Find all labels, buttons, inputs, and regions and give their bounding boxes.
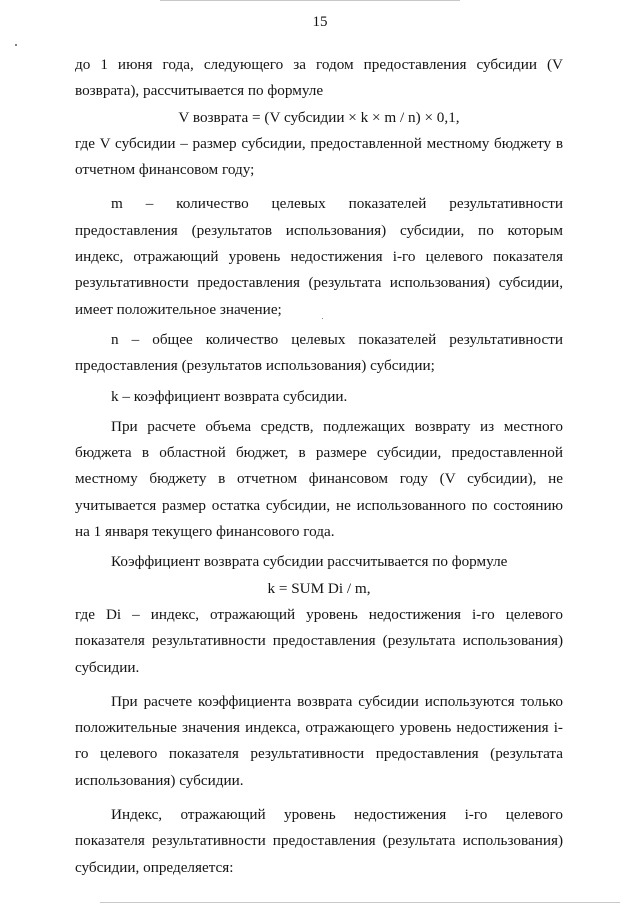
formula-k: k = SUM Di / m,: [267, 579, 371, 597]
paragraph-di-definition: где Di – индекс, отражающий уровень недостижения i-го целевого показателя результативности предоставления (результата использования) субсидии.: [75, 605, 563, 676]
formula-v-return: V возврата = (V субсидии × k × m / n) × 0,1,: [178, 108, 460, 126]
scan-edge-top: [160, 0, 460, 1]
paragraph-m-definition: m – количество целевых показателей результативности предоставления (результатов использования) субсидии, по которым индекс, отражающий уровень недостижения i-го целевого показателя результативности предоставления (результата использования) субсидии, имеет положительное значение;: [75, 195, 563, 318]
paragraph-calculation-note: При расчете объема средств, подлежащих возврату из местного бюджета в областной бюджет, в размере субсидии, предоставленной местному бюджету в отчетном финансовом году (V субсидии), не учитывается размер остатка субсидии, не использованного по состоянию на 1 января текущего финансового года.: [75, 417, 563, 541]
paragraph-coefficient-intro: Коэффициент возврата субсидии рассчитывается по формуле: [111, 553, 508, 571]
paragraph-n-definition: n – общее количество целевых показателей результативности предоставления (результатов использования) субсидии;: [75, 330, 563, 375]
paragraph-positive-values: При расчете коэффициента возврата субсидии используются только положительные значения индекса, отражающего уровень недостижения i-го целевого показателя результативности предоставления (результата использования) субсидии.: [75, 692, 563, 789]
paragraph-v-definition: где V субсидии – размер субсидии, предоставленной местному бюджету в отчетном финансовом году;: [75, 134, 563, 179]
scan-edge-bottom: [100, 902, 620, 903]
paragraph-k-definition: k – коэффициент возврата субсидии.: [111, 387, 348, 405]
scan-mark: [15, 44, 17, 46]
paragraph-index-definition: Индекс, отражающий уровень недостижения i-го целевого показателя результативности предоставления (результата использования) субсидии, определяется:: [75, 806, 563, 876]
body-text: [75, 52, 563, 881]
paragraph-intro: до 1 июня года, следующего за годом предоставления субсидии (V возврата), рассчитывается по формуле: [75, 56, 563, 100]
page-number: 15: [312, 14, 328, 30]
